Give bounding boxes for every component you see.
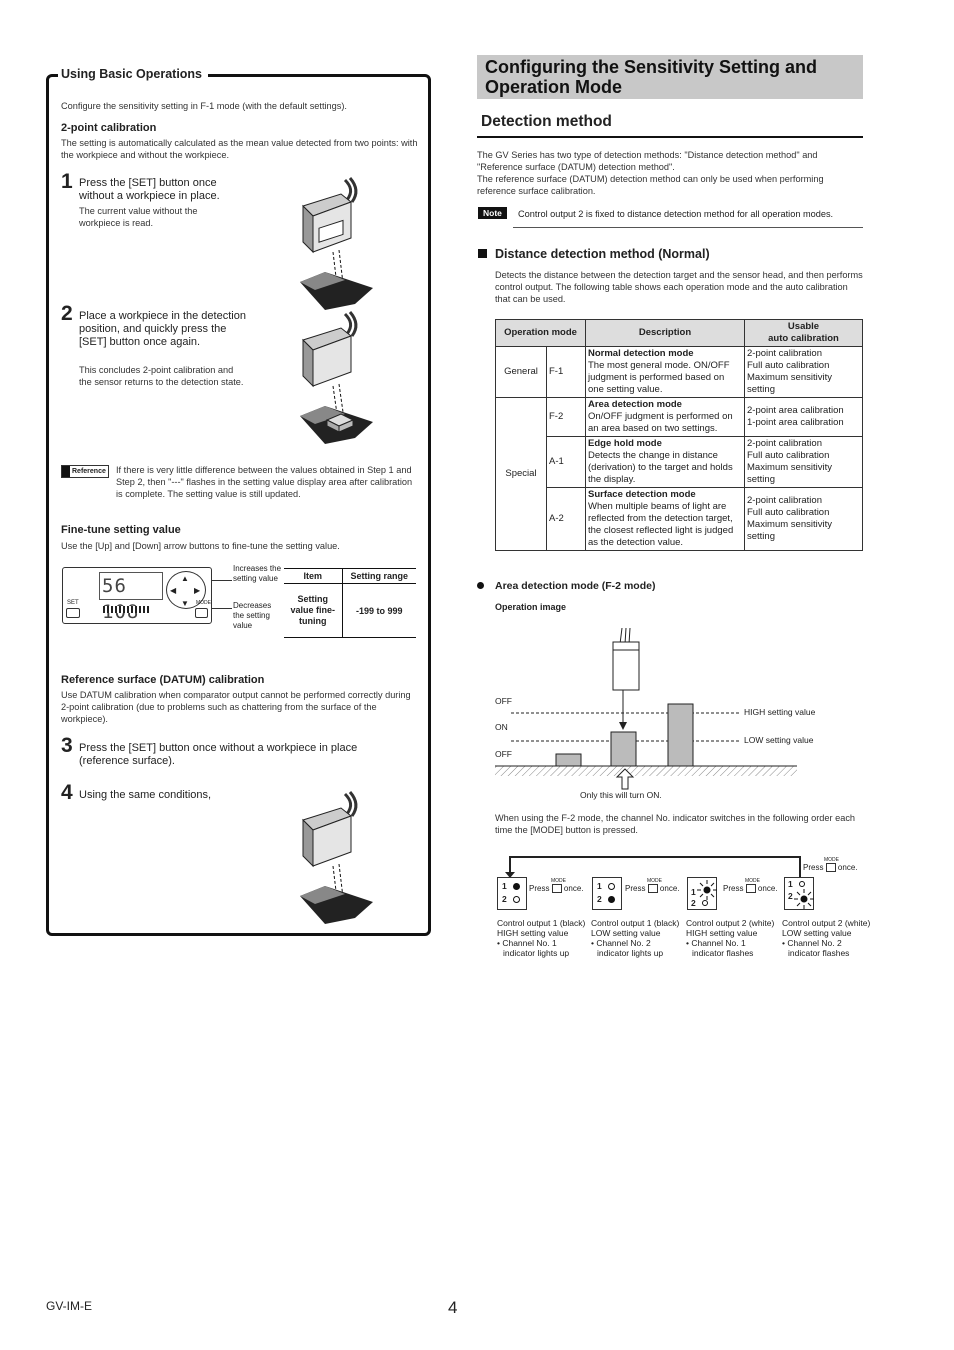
off-top-label: OFF (495, 696, 512, 706)
finetune-range: -199 to 999 (342, 584, 416, 638)
decreases-label: Decreases the setting value (233, 601, 272, 630)
th-auto-calibration: Usable auto calibration (745, 320, 863, 347)
distance-text: Detects the distance between the detection target and the sensor head, and then performs control output. The following table shows each operation mode and the auto calibration that can be used. (495, 270, 863, 304)
on-label: ON (495, 722, 508, 732)
basic-operations-title: Using Basic Operations (58, 67, 208, 81)
lamp-off-icon (702, 900, 708, 906)
section-rule (477, 136, 863, 138)
indicator-state-4: 1 2 (784, 877, 814, 910)
finetune-text: Use the [Up] and [Down] arrow buttons to fine-tune the setting value. (61, 541, 340, 551)
table-row (496, 488, 863, 551)
sensor-illustration-2 (295, 310, 375, 446)
cell-code: F-2 (547, 398, 586, 437)
high-setting-label: HIGH setting value (744, 707, 816, 717)
section-title: Detection method (481, 113, 612, 130)
cell-code: A-1 (547, 437, 586, 488)
sensor-illustration-1 (295, 176, 375, 312)
finetune-col-range: Setting range (342, 569, 416, 584)
cell-special: Special (496, 398, 547, 551)
device-panel (62, 567, 212, 624)
increases-label: Increases the setting value (233, 564, 282, 583)
right-arrow-icon[interactable]: ▶ (194, 586, 201, 595)
mode-label: MODE (196, 600, 211, 606)
doc-code: GV-IM-E (46, 1299, 93, 1313)
press-once-2: Press once. (625, 884, 680, 893)
distance-heading: Distance detection method (Normal) (495, 247, 710, 261)
press-once-4: Press once. (803, 863, 858, 872)
page-title: Configuring the Sensitivity Setting and Operation Mode (477, 55, 863, 99)
round-bullet-icon (477, 582, 484, 589)
mode-caption: MODE (745, 878, 760, 884)
mode-button-icon (746, 884, 756, 893)
sensor-illustration-3 (295, 790, 375, 926)
step-2-text: Place a workpiece in the detection position, and quickly press the [SET] button once again. (79, 310, 246, 348)
square-bullet-icon (478, 249, 487, 258)
off-bottom-label: OFF (495, 749, 512, 759)
step-4-number: 4 (61, 781, 73, 804)
step-1-number: 1 (61, 170, 73, 193)
two-point-text: The setting is automatically calculated as the mean value detected from two points: with the workpiece and without the workpiece. (61, 138, 418, 160)
mode-button[interactable] (195, 608, 208, 618)
step-4-text: Using the same conditions, (79, 789, 212, 801)
cell-desc: Surface detection mode When multiple beams of light are reflected from the detection target, the closest reflected light is judged as the detection value. (586, 488, 745, 551)
indicator-state-1: 1 2 (497, 877, 527, 910)
operation-image-label: Operation image (495, 602, 567, 612)
press-once-3: Press once. (723, 884, 778, 893)
cell-cal: 2-point calibration Full auto calibration Maximum sensitivity setting (745, 437, 863, 488)
panel-display: 56 (99, 572, 163, 600)
step-2-number: 2 (61, 302, 73, 325)
step-1-text: Press the [SET] button once without a workpiece in place. (79, 177, 220, 202)
operation-mode-table (495, 319, 863, 551)
datum-text: Use DATUM calibration when comparator output cannot be performed correctly during 2-point calibration (due to problems such as chattering from the surface of the workpiece). (61, 690, 411, 724)
finetune-col-item: Item (284, 569, 342, 584)
table-row (496, 398, 863, 437)
press-once-1: Press once. (529, 884, 584, 893)
cycle-caption-4: Control output 2 (white) LOW setting value • Channel No. 2 indicator flashes (782, 918, 871, 958)
cycle-caption-1: Control output 1 (black) HIGH setting value • Channel No. 1 indicator lights up (497, 918, 586, 958)
mode-button-icon (648, 884, 658, 893)
th-description: Description (586, 320, 745, 347)
mode-caption: MODE (551, 878, 566, 884)
th-operation-mode: Operation mode (496, 320, 586, 347)
lamp-off-icon (513, 896, 520, 903)
finetune-heading: Fine-tune setting value (61, 524, 181, 536)
cell-cal: 2-point calibration Full auto calibration Maximum sensitivity setting (745, 488, 863, 551)
f2-text: When using the F-2 mode, the channel No. indicator switches in the following order each time the [MODE] button is pressed. (495, 813, 856, 835)
two-point-heading: 2-point calibration (61, 122, 157, 134)
up-arrow-outline-icon (615, 768, 635, 790)
cell-cal: 2-point calibration Full auto calibration Maximum sensitivity setting (745, 347, 863, 398)
table-row (496, 347, 863, 398)
cell-cal: 2-point area calibration 1-point area calibration (745, 398, 863, 437)
cycle-caption-2: Control output 1 (black) LOW setting value • Channel No. 2 indicator lights up (591, 918, 680, 958)
page-number: 4 (448, 1298, 458, 1317)
step-2-sub: This concludes 2-point calibration and the sensor returns to the detection state. (79, 365, 244, 387)
lamp-flash-icon (697, 880, 717, 900)
level-bar (103, 606, 149, 613)
low-setting-label: LOW setting value (744, 735, 814, 745)
table-row (496, 437, 863, 488)
up-arrow-icon[interactable]: ▲ (181, 574, 189, 583)
cell-desc: Edge hold mode Detects the change in distance (derivation) to the target and holds the display. (586, 437, 745, 488)
left-arrow-icon[interactable]: ◀ (170, 586, 177, 595)
note-text: Control output 2 is fixed to distance detection method for all operation modes. (513, 207, 863, 228)
mode-caption: MODE (824, 857, 839, 863)
lamp-flash-icon (794, 889, 814, 909)
detection-intro: The GV Series has two type of detection methods: "Distance detection method" and "Reference surface (DATUM) detection method". The reference surface (DATUM) detection method can only be used when performing reference surface calibration. (477, 150, 824, 196)
cell-desc: Area detection mode On/OFF judgment is performed on an area based on two settings. (586, 398, 745, 437)
mode-caption: MODE (647, 878, 662, 884)
lamp-off-icon (799, 881, 805, 887)
operation-image-diagram (495, 626, 825, 776)
step-3-number: 3 (61, 734, 73, 757)
down-arrow-icon[interactable]: ▼ (181, 599, 189, 608)
datum-heading: Reference surface (DATUM) calibration (61, 674, 265, 686)
cell-general: General (496, 347, 547, 398)
reference-text: If there is very little difference between the values obtained in Step 1 and Step 2, then "---" flashes in the setting value display area after calibration is complete. The setting value is still updated. (116, 465, 413, 499)
mode-button-icon (552, 884, 562, 893)
indicator-state-2: 1 2 (592, 877, 622, 910)
set-label: SET (67, 600, 79, 606)
cell-code: A-2 (547, 488, 586, 551)
mode-button-icon (826, 863, 836, 872)
finetune-table (284, 568, 416, 638)
indicator-state-3: 1 2 (687, 877, 717, 910)
lamp-on-icon (513, 883, 520, 890)
finetune-item: Setting value fine-tuning (284, 584, 342, 638)
cycle-caption-3: Control output 2 (white) HIGH setting value • Channel No. 1 indicator flashes (686, 918, 775, 958)
reference-tag: Reference (61, 465, 109, 478)
only-on-label: Only this will turn ON. (580, 790, 662, 800)
lamp-off-icon (608, 883, 615, 890)
step-1-sub: The current value without the workpiece is read. (79, 206, 198, 228)
area-heading: Area detection mode (F-2 mode) (495, 580, 656, 592)
intro-text: Configure the sensitivity setting in F-1 mode (with the default settings). (61, 101, 347, 111)
cell-code: F-1 (547, 347, 586, 398)
increase-leader (212, 580, 232, 581)
lamp-on-icon (608, 896, 615, 903)
note-tag: Note (478, 207, 507, 219)
cell-desc: Normal detection mode The most general mode. ON/OFF judgment is performed based on one setting value. (586, 347, 745, 398)
decrease-leader (212, 608, 232, 609)
set-button[interactable] (66, 608, 80, 618)
step-3-text: Press the [SET] button once without a workpiece in place (reference surface). (79, 742, 358, 767)
